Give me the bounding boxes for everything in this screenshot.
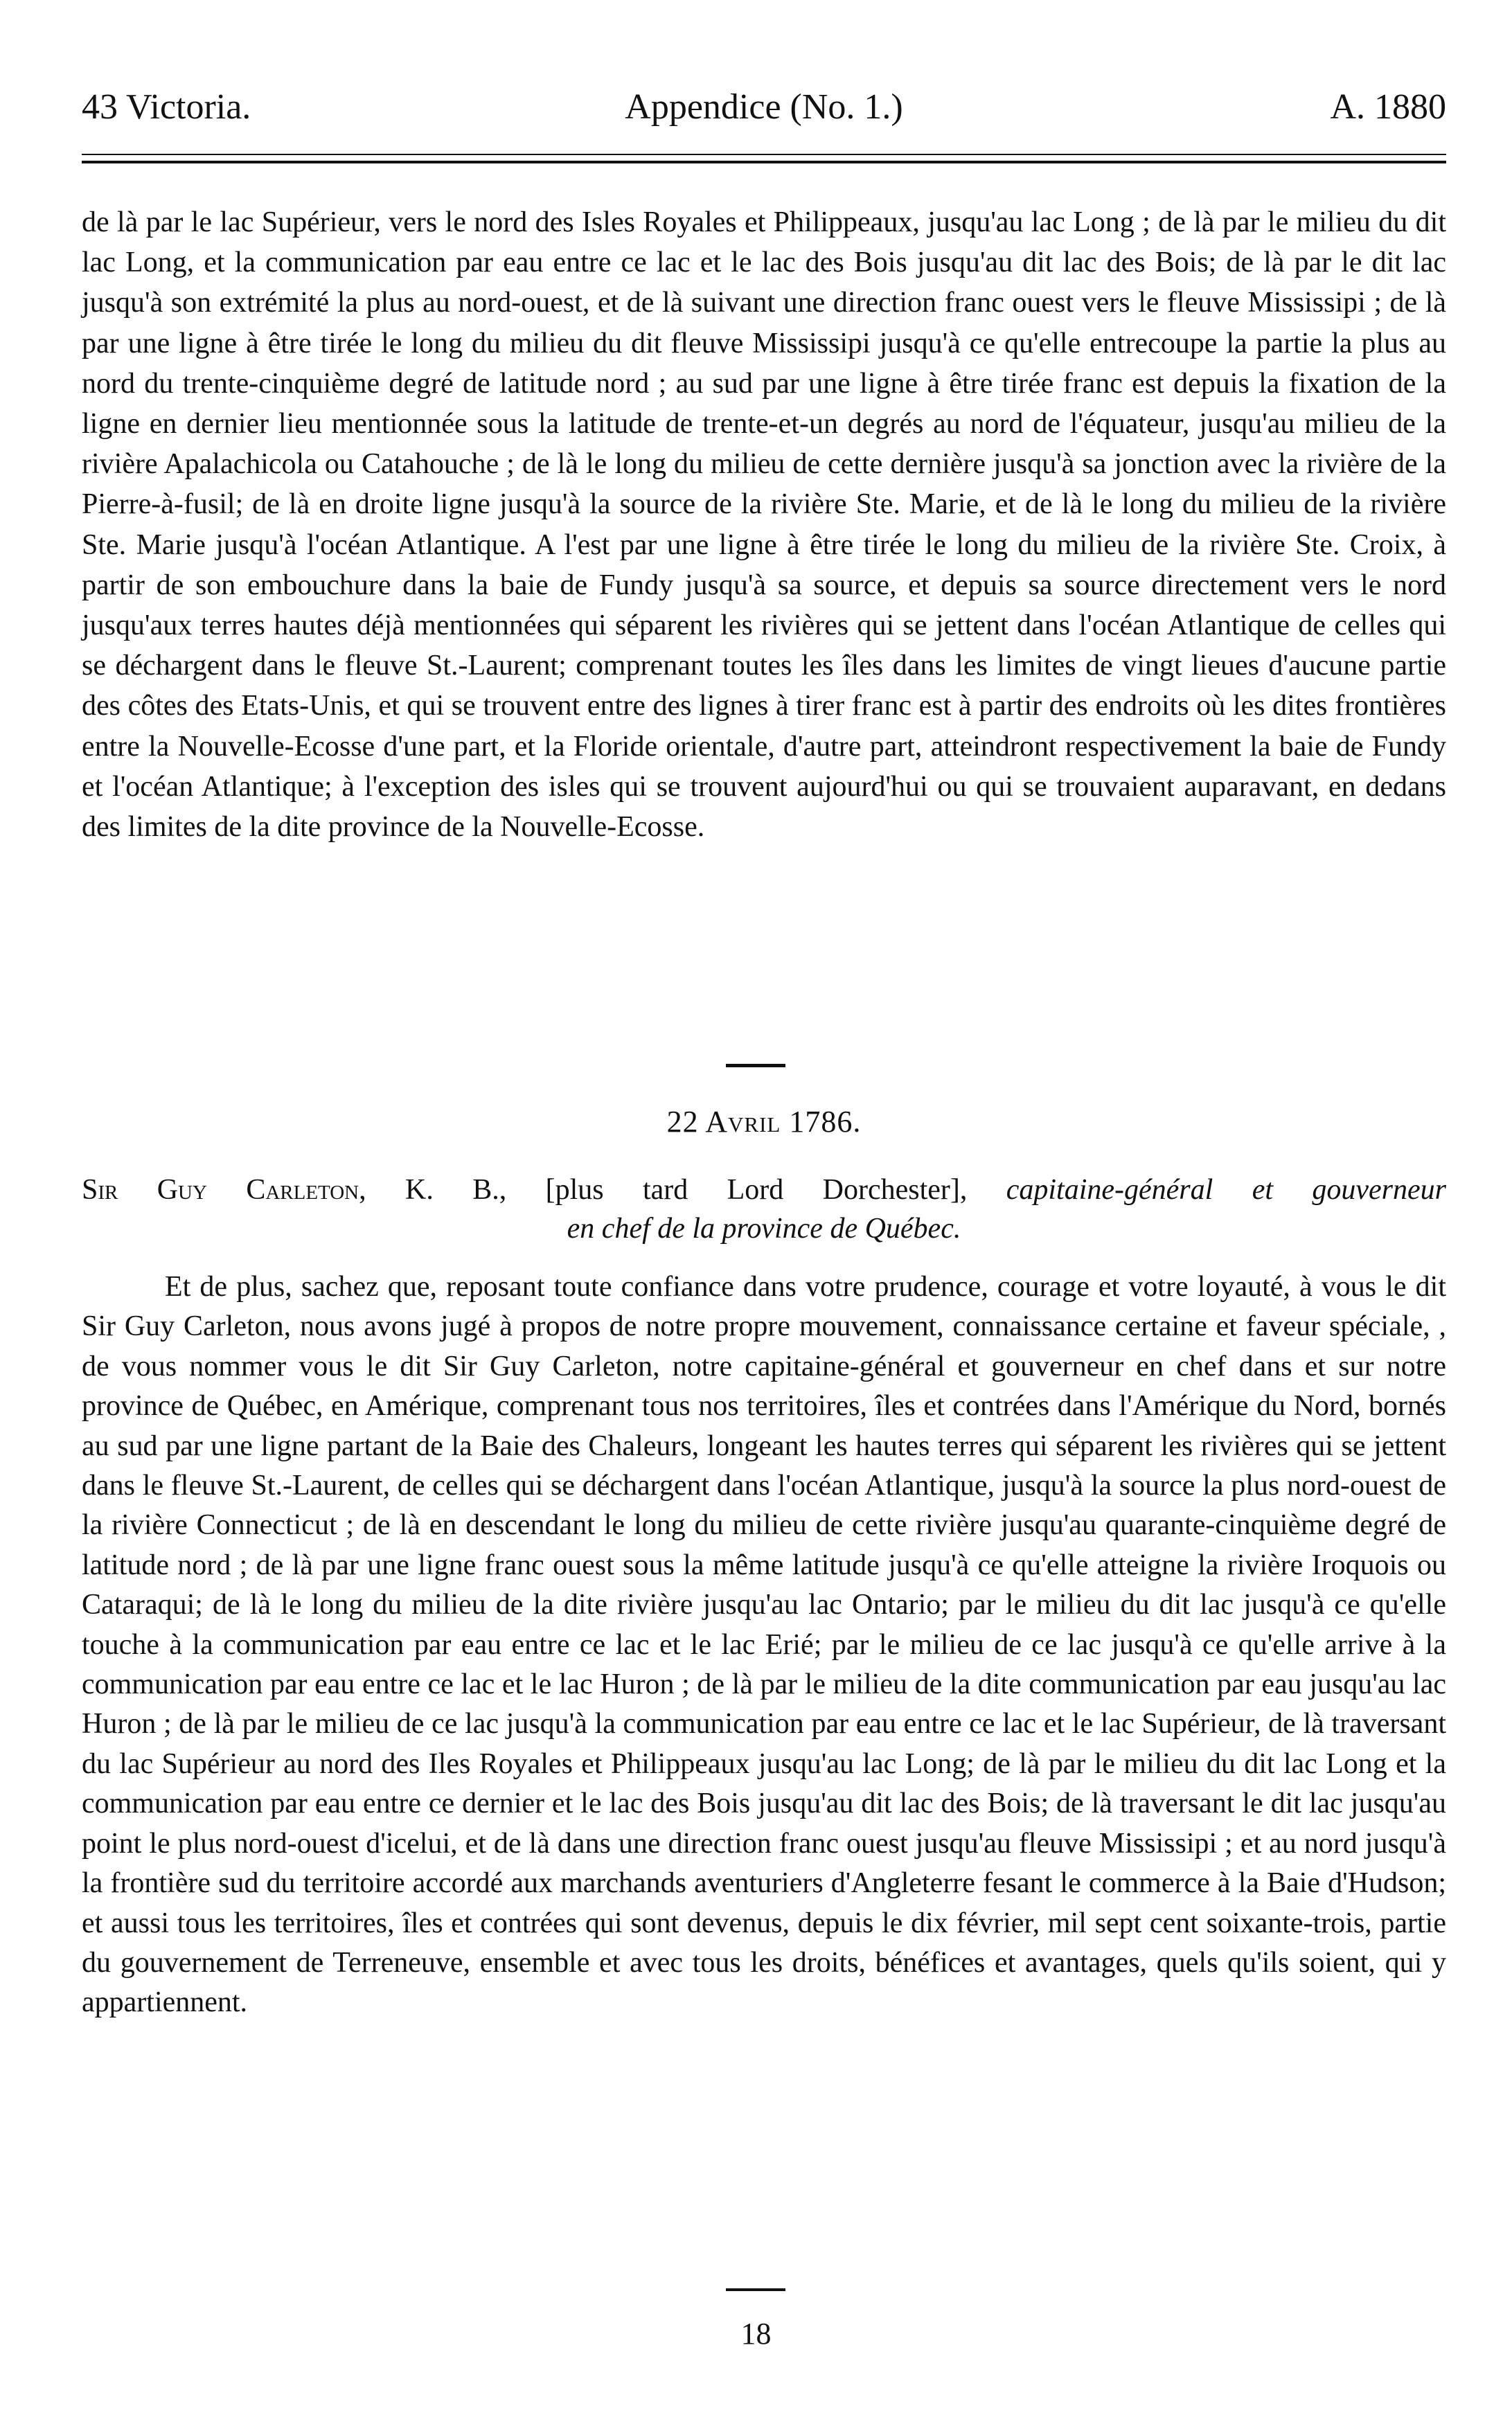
header-session: 43 Victoria.: [82, 87, 251, 127]
header-appendix: Appendice (No. 1.): [625, 87, 903, 127]
header-year: A. 1880: [1330, 87, 1446, 127]
commission-bracket-note: [plus tard Lord Dorchester],: [506, 1174, 968, 1206]
commission-title-part-1: capitaine-général et gouverneur: [967, 1174, 1446, 1206]
commission-heading-line-1: [82, 1170, 1446, 1209]
commission-heading: [82, 1170, 1446, 1248]
header-rule-thin: [82, 154, 1446, 155]
page-number: 18: [740, 2317, 772, 2351]
commission-name: Sir Guy Carleton, K. B.,: [82, 1174, 507, 1206]
commission-title-part-2: en chef de la province de Québec.: [567, 1213, 961, 1245]
paragraph-commission: Et de plus, sachez que, reposant toute confiance dans votre prudence, courage et votre loyauté, à vous le dit Sir Guy Carleton, nous avons jugé à propos de notre propre mouvement, connaissance certaine et faveur spéciale, , de vous nommer vous le dit Sir Guy Carleton, notre capitaine-général et gouverneur en chef dans et sur notre province de Québec, en Amérique, comprenant tous nos territoires, îles et contrées dans l'Amérique du Nord, bornés au sud par une ligne partant de la Baie des Chaleurs, longeant les hautes terres qui séparent les rivières qui se jettent dans le fleuve St.-Laurent, de celles qui se déchargent dans l'océan Atlantique, jusqu'à la source la plus nord-ouest de la rivière Connecticut ; de là en descendant le long du milieu de cette rivière jusqu'au quarante-cinquième degré de latitude nord ; de là par une ligne franc ouest sous la même latitude jusqu'à ce qu'elle atteigne la rivière Iroquois ou Cataraqui; de là le long du milieu de la dite rivière jusqu'au lac Ontario; par le milieu du dit lac jusqu'à ce qu'elle touche à la communication par eau entre ce lac et le lac Erié; par le milieu de ce lac jusqu'à ce qu'elle arrive à la communication par eau entre ce lac et le lac Huron ; de là par le milieu de la dite communication par eau jusqu'au lac Huron ; de là par le milieu de ce lac jusqu'à la communication par eau entre ce lac et le lac Supérieur, de là traversant du lac Supérieur au nord des Iles Royales et Philippeaux jusqu'au lac Long; de là par le milieu du dit lac Long et la communication par eau entre ce dernier et le lac des Bois jusqu'au dit lac des Bois; de là traversant le dit lac jusqu'au point le plus nord-ouest d'icelui, et de là dans une direction franc ouest jusqu'au fleuve Mississipi ; et au nord jusqu'à la frontière sud du territoire accordé aux marchands aventuriers d'Angleterre fesant le commerce à la Baie d'Hudson; et aussi tous les territoires, îles et contrées qui sont devenus, depuis le dix février, mil sept cent soixante-trois, partie du gouvernement de Terreneuve, ensemble et avec tous les droits, bénéfices et avantages, quels qu'ils soient, qui y appartiennent.: [82, 1271, 1446, 2019]
header-rule-thick: [82, 161, 1446, 163]
footer-divider: [726, 2288, 785, 2291]
running-header: [82, 83, 1446, 132]
section-divider: [726, 1064, 785, 1067]
section-date: 22 Avril 1786.: [666, 1105, 862, 1139]
paragraph-boundaries-continued: de là par le lac Supérieur, vers le nord des Isles Royales et Philippeaux, jusqu'au lac Long ; de là par le milieu du dit lac Long, et la communication par eau entre ce lac et le lac des Bois jusqu'au dit lac des Bois; de là par le dit lac jusqu'à son extrémité la plus au nord-ouest, et de là suivant une direction franc ouest vers le fleuve Mississipi ; de là par une ligne à être tirée le long du milieu du dit fleuve Mississipi jusqu'à ce qu'elle entrecoupe la partie la plus au nord du trente-cinquième degré de latitude nord ; au sud par une ligne à être tirée franc est depuis la fixation de la ligne en dernier lieu mentionnée sous la latitude de trente-et-un degrés au nord de l'équateur, jusqu'au milieu de la rivière Apalachicola ou Catahouche ; de là le long du milieu de cette dernière jusqu'à sa jonction avec la rivière de la Pierre-à-fusil; de là en droite ligne jusqu'à la source de la rivière Ste. Marie, et de là le long du milieu de la rivière Ste. Marie jusqu'à l'océan Atlantique. A l'est par une ligne à être tirée le long du milieu de la rivière Ste. Croix, à partir de son embouchure dans la baie de Fundy jusqu'à sa source, et depuis sa source directement vers le nord jusqu'aux terres hautes déjà mentionnées qui séparent les rivières qui se jettent dans l'océan Atlantique de celles qui se déchargent dans le fleuve St.-Laurent; comprenant toutes les îles dans les limites de vingt lieues d'aucune partie des côtes des Etats-Unis, et qui se trouvent entre des lignes à tirer franc est à partir des endroits où les dites frontières entre la Nouvelle-Ecosse d'une part, et la Floride orientale, d'autre part, atteindront respectivement la baie de Fundy et l'océan Atlantique; à l'exception des isles qui se trouvent aujourd'hui ou qui se trouvaient auparavant, en dedans des limites de la dite province de la Nouvelle-Ecosse.: [82, 206, 1446, 844]
